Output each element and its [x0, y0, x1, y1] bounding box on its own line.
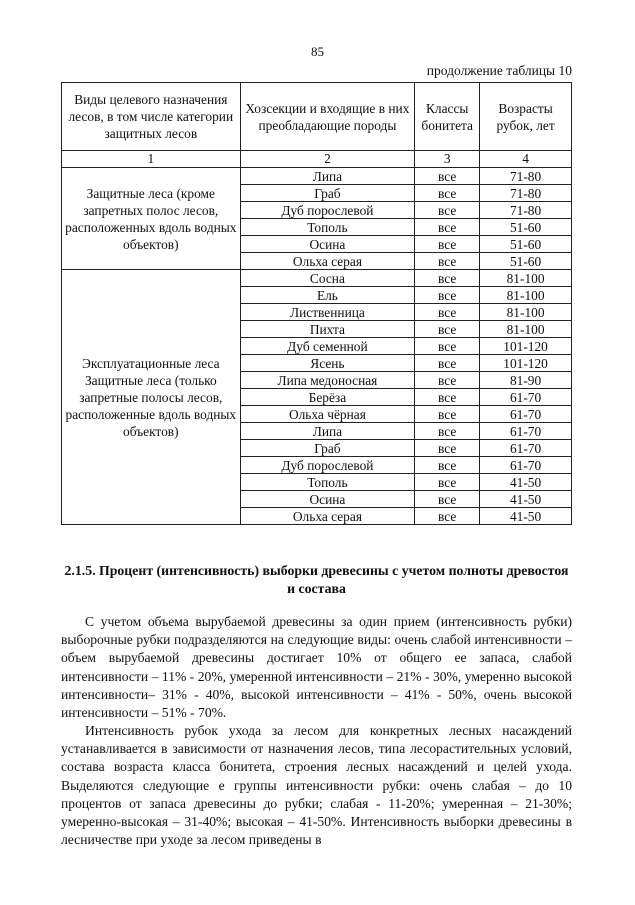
table-continuation-label: продолжение таблицы 10 — [426, 63, 572, 78]
felling-age-cell: 41-50 — [480, 508, 572, 525]
paragraph: Интенсивность рубок ухода за лесом для конкретных лесных насаждений устанавливается в зависимости от назначения лесов, типа лесорастительных условий, состава возраста класса бонитета, строения лесных насаждений и целей ухода. Выделяются следующие е группы интенсивности рубки: очень слабая – до 10 процентов от запаса древесины до рубки; слабая - 11-20%; умеренная – 21-30%; умеренно-высокая – 31-40%; высокая – 41-50%. Интенсивность выборки древесины в лесничестве при уходе за лесом приведены в — [61, 723, 572, 848]
site-class-cell: все — [415, 338, 480, 355]
site-class-cell: все — [415, 474, 480, 491]
felling-age-cell: 81-100 — [480, 304, 572, 321]
site-class-cell: все — [415, 372, 480, 389]
forest-purpose-cell: Защитные леса (кроме запретных полос лесов, расположенных вдоль водных объектов) — [62, 168, 241, 270]
species-cell: Пихта — [240, 321, 415, 338]
felling-age-cell: 51-60 — [480, 219, 572, 236]
site-class-cell: все — [415, 508, 480, 525]
site-class-cell: все — [415, 236, 480, 253]
felling-age-cell: 101-120 — [480, 338, 572, 355]
table-row — [62, 270, 572, 287]
species-cell: Липа — [240, 423, 415, 440]
species-cell: Тополь — [240, 219, 415, 236]
species-cell: Дуб порослевой — [240, 457, 415, 474]
page-number: 85 — [311, 44, 324, 59]
site-class-cell: все — [415, 457, 480, 474]
species-cell: Лиственница — [240, 304, 415, 321]
species-cell: Граб — [240, 185, 415, 202]
felling-age-cell: 41-50 — [480, 474, 572, 491]
site-class-cell: все — [415, 219, 480, 236]
felling-age-cell: 81-100 — [480, 270, 572, 287]
species-cell: Ясень — [240, 355, 415, 372]
felling-age-cell: 61-70 — [480, 440, 572, 457]
species-cell: Ольха чёрная — [240, 406, 415, 423]
felling-age-cell: 101-120 — [480, 355, 572, 372]
species-cell: Тополь — [240, 474, 415, 491]
table-body — [62, 168, 572, 525]
species-cell: Берёза — [240, 389, 415, 406]
site-class-cell: все — [415, 287, 480, 304]
forest-purpose-cell: Эксплуатационные леса Защитные леса (только запретные полосы лесов, расположенные вдоль водных объектов) — [62, 270, 241, 525]
site-class-cell: все — [415, 270, 480, 287]
header-forest-purpose: Виды целевого назначения лесов, в том числе категории защитных лесов — [62, 83, 241, 151]
felling-age-cell: 61-70 — [480, 457, 572, 474]
header-site-class: Классы бонитета — [415, 83, 480, 151]
site-class-cell: все — [415, 440, 480, 457]
species-cell: Осина — [240, 236, 415, 253]
felling-age-cell: 51-60 — [480, 253, 572, 270]
felling-age-cell: 51-60 — [480, 236, 572, 253]
column-number: 4 — [480, 151, 572, 168]
felling-age-cell: 71-80 — [480, 202, 572, 219]
species-cell: Дуб семенной — [240, 338, 415, 355]
site-class-cell: все — [415, 168, 480, 185]
site-class-cell: все — [415, 304, 480, 321]
species-cell: Ель — [240, 287, 415, 304]
species-cell: Осина — [240, 491, 415, 508]
species-cell: Ольха серая — [240, 508, 415, 525]
felling-age-cell: 61-70 — [480, 406, 572, 423]
felling-age-cell: 81-100 — [480, 287, 572, 304]
site-class-cell: все — [415, 185, 480, 202]
site-class-cell: все — [415, 491, 480, 508]
site-class-cell: все — [415, 423, 480, 440]
header-species: Хозсекции и входящие в них преобладающие породы — [240, 83, 415, 151]
species-cell: Липа медоносная — [240, 372, 415, 389]
felling-age-cell: 61-70 — [480, 423, 572, 440]
felling-age-cell: 81-90 — [480, 372, 572, 389]
felling-age-cell: 41-50 — [480, 491, 572, 508]
site-class-cell: все — [415, 355, 480, 372]
felling-age-cell: 61-70 — [480, 389, 572, 406]
species-cell: Липа — [240, 168, 415, 185]
column-number: 1 — [62, 151, 241, 168]
felling-age-cell: 81-100 — [480, 321, 572, 338]
table-row — [62, 168, 572, 185]
site-class-cell: все — [415, 389, 480, 406]
felling-age-cell: 71-80 — [480, 185, 572, 202]
site-class-cell: все — [415, 321, 480, 338]
section-heading: 2.1.5. Процент (интенсивность) выборки древесины с учетом полноты древостоя и состава — [64, 563, 569, 596]
site-class-cell: все — [415, 202, 480, 219]
species-cell: Сосна — [240, 270, 415, 287]
species-cell: Дуб порослевой — [240, 202, 415, 219]
header-felling-age: Возрасты рубок, лет — [480, 83, 572, 151]
species-cell: Ольха серая — [240, 253, 415, 270]
column-number: 2 — [240, 151, 415, 168]
felling-age-table — [61, 82, 572, 525]
site-class-cell: все — [415, 406, 480, 423]
species-cell: Граб — [240, 440, 415, 457]
column-number: 3 — [415, 151, 480, 168]
paragraph: С учетом объема вырубаемой древесины за один прием (интенсивность рубки) выборочные рубки подразделяются на следующие виды: очень слабой интенсивности – объем вырубаемой древесины достигает 10% от общего ее запаса, слабой интенсивности – 11% - 20%, умеренной интенсивности – 21% - 30%, умеренно высокой интенсивности– 31% - 40%, высокой интенсивности – 41% - 50%, очень высокой интенсивности – 51% - 70%. — [61, 614, 572, 721]
site-class-cell: все — [415, 253, 480, 270]
felling-age-cell: 71-80 — [480, 168, 572, 185]
